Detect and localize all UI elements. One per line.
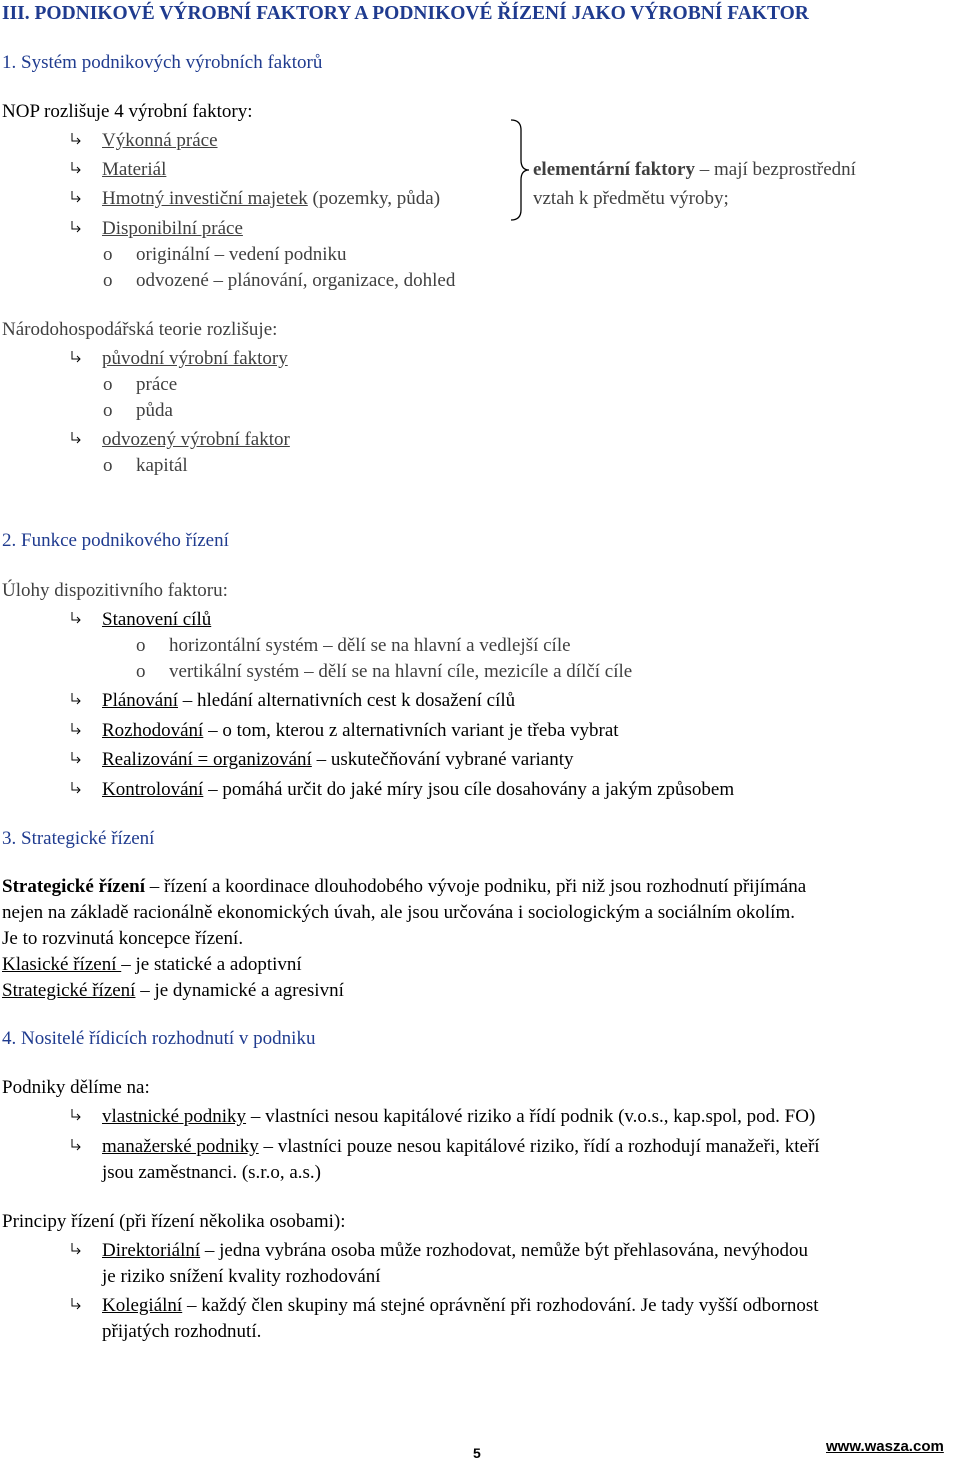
sub-item-originalni: originální – vedení podniku bbox=[136, 244, 347, 265]
arrow-bullet-icon bbox=[70, 162, 82, 174]
s4-item-manazerske-cont: jsou zaměstnanci. (s.r.o, a.s.) bbox=[102, 1162, 321, 1183]
s4-principy-intro: Principy řízení (při řízení několika osobami): bbox=[2, 1211, 346, 1232]
section-2-heading: 2. Funkce podnikového řízení bbox=[2, 530, 229, 551]
sub-bullet-o: o bbox=[136, 635, 146, 656]
arrow-bullet-icon bbox=[70, 1139, 82, 1151]
nh-sub-puda: půda bbox=[136, 400, 173, 421]
sub-bullet-o: o bbox=[136, 661, 146, 682]
section-3-heading: 3. Strategické řízení bbox=[2, 828, 155, 849]
s3-definition-line1: Strategické řízení – řízení a koordinace dlouhodobého vývoje podniku, při niž jsou rozhodnutí přijímána bbox=[2, 876, 807, 897]
s2-intro: Úlohy dispozitivního faktoru: bbox=[2, 580, 228, 601]
s3-definition-line3: Je to rozvinutá koncepce řízení. bbox=[2, 928, 244, 949]
sub-bullet-o: o bbox=[103, 374, 113, 395]
s3-strategicke-rizeni: Strategické řízení – je dynamické a agresivní bbox=[2, 980, 344, 1001]
s4-item-kolegialni-cont: přijatých rozhodnutí. bbox=[102, 1321, 262, 1342]
nh-item-puvodni: původní výrobní faktory bbox=[102, 348, 288, 369]
sub-item-odvozene: odvozené – plánování, organizace, dohled bbox=[136, 270, 456, 291]
nop-item-material: Materiál bbox=[102, 159, 167, 180]
s2-sub-horizontalni: horizontální systém – dělí se na hlavní a vedlejší cíle bbox=[169, 635, 571, 656]
page-title: III. PODNIKOVÉ VÝROBNÍ FAKTORY A PODNIKOVÉ ŘÍZENÍ JAKO VÝROBNÍ FAKTOR bbox=[2, 3, 809, 24]
s2-item-kontrolovani: Kontrolování – pomáhá určit do jaké míry jsou cíle dosahovány a jakým způsobem bbox=[102, 779, 735, 800]
sub-bullet-o: o bbox=[103, 270, 113, 291]
s2-item-realizovani: Realizování = organizování – uskutečňování vybrané varianty bbox=[102, 749, 574, 770]
arrow-bullet-icon bbox=[70, 1243, 82, 1255]
arrow-bullet-icon bbox=[70, 693, 82, 705]
section-4-heading: 4. Nositelé řídicích rozhodnutí v podniku bbox=[2, 1028, 316, 1049]
nop-item-vykonna-prace: Výkonná práce bbox=[102, 130, 218, 151]
arrow-bullet-icon bbox=[70, 1298, 82, 1310]
s3-definition-line2: nejen na základě racionálně ekonomických úvah, ale jsou určována i sociologickým a sociálním okolím. bbox=[2, 902, 795, 923]
s2-item-stanoveni-cilu: Stanovení cílů bbox=[102, 609, 212, 630]
nh-item-odvozeny: odvozený výrobní faktor bbox=[102, 429, 290, 450]
nop-item-hmotny-majetek: Hmotný investiční majetek (pozemky, půda) bbox=[102, 188, 441, 209]
sub-bullet-o: o bbox=[103, 400, 113, 421]
arrow-bullet-icon bbox=[70, 782, 82, 794]
s3-klasicke-rizeni: Klasické řízení – je statické a adoptivní bbox=[2, 954, 302, 975]
section-1-heading: 1. Systém podnikových výrobních faktorů bbox=[2, 52, 323, 73]
sub-bullet-o: o bbox=[103, 244, 113, 265]
brace-annotation-line1: elementární faktory – mají bezprostřední bbox=[533, 159, 856, 180]
nh-sub-kapital: kapitál bbox=[136, 455, 188, 476]
arrow-bullet-icon bbox=[70, 221, 82, 233]
s4-item-kolegialni: Kolegiální – každý člen skupiny má stejné oprávnění při rozhodování. Je tady vyšší odbornost bbox=[102, 1295, 819, 1316]
arrow-bullet-icon bbox=[70, 191, 82, 203]
arrow-bullet-icon bbox=[70, 351, 82, 363]
s2-item-planovani: Plánování – hledání alternativních cest k dosažení cílů bbox=[102, 690, 516, 711]
arrow-bullet-icon bbox=[70, 133, 82, 145]
s4-item-direktorialni-cont: je riziko snížení kvality rozhodování bbox=[102, 1266, 381, 1287]
brace-annotation-line2: vztah k předmětu výroby; bbox=[533, 188, 729, 209]
arrow-bullet-icon bbox=[70, 612, 82, 624]
sub-bullet-o: o bbox=[103, 455, 113, 476]
s2-item-rozhodovani: Rozhodování – o tom, kterou z alternativních variant je třeba vybrat bbox=[102, 720, 619, 741]
s4-item-vlastnicke: vlastnické podniky – vlastníci nesou kapitálové riziko a řídí podnik (v.o.s., kap.spol, pod. FO) bbox=[102, 1106, 816, 1127]
page-number: 5 bbox=[473, 1445, 481, 1461]
nh-intro: Národohospodářská teorie rozlišuje: bbox=[2, 319, 278, 340]
s4-item-direktorialni: Direktoriální – jedna vybrána osoba může rozhodovat, nemůže být přehlasována, nevýhodou bbox=[102, 1240, 808, 1261]
s2-sub-vertikalni: vertikální systém – dělí se na hlavní cíle, mezicíle a dílčí cíle bbox=[169, 661, 633, 682]
arrow-bullet-icon bbox=[70, 1109, 82, 1121]
arrow-bullet-icon bbox=[70, 723, 82, 735]
nop-item-disponibilni-prace: Disponibilní práce bbox=[102, 218, 243, 239]
nh-sub-prace: práce bbox=[136, 374, 178, 395]
s4-podniky-intro: Podniky dělíme na: bbox=[2, 1077, 150, 1098]
curly-brace-icon bbox=[505, 118, 531, 222]
arrow-bullet-icon bbox=[70, 752, 82, 764]
nop-intro: NOP rozlišuje 4 výrobní faktory: bbox=[2, 101, 253, 122]
s4-item-manazerske: manažerské podniky – vlastníci pouze nesou kapitálové riziko, řídí a rozhodují manažeři, kteří bbox=[102, 1136, 820, 1157]
arrow-bullet-icon bbox=[70, 432, 82, 444]
footer-url-link[interactable]: www.wasza.com bbox=[826, 1438, 944, 1455]
